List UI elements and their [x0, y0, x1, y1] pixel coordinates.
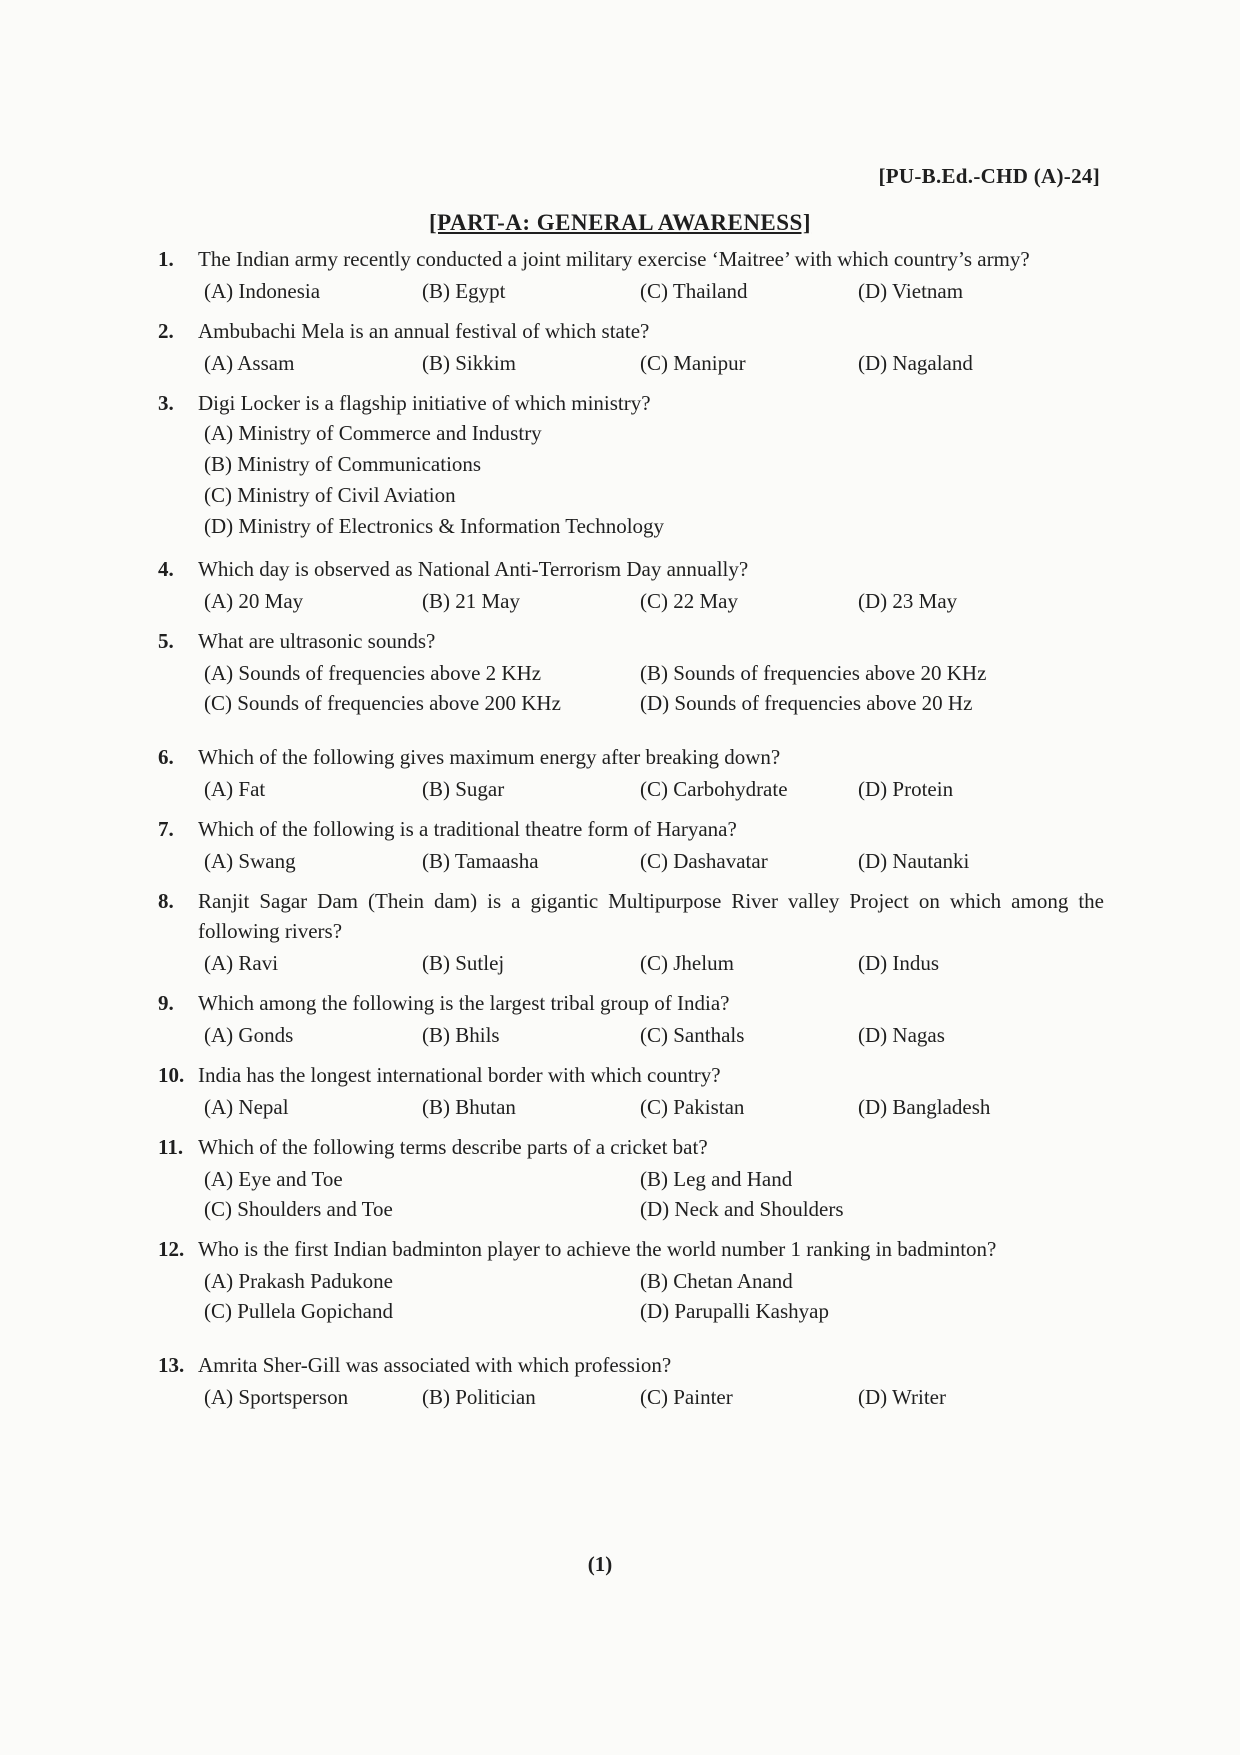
- option-d: (D) Ministry of Electronics & Information Technology: [204, 514, 665, 538]
- question-9: [158, 988, 1104, 1050]
- option-c: (C) Pakistan: [640, 1095, 745, 1119]
- options: [164, 846, 1104, 876]
- option-c: (C) Jhelum: [640, 951, 734, 975]
- option-c: (C) Pullela Gopichand: [204, 1299, 393, 1323]
- option-d: (D) Sounds of frequencies above 20 Hz: [640, 691, 973, 715]
- option-d: (D) Writer: [858, 1385, 946, 1409]
- option-b: (B) Sugar: [422, 777, 505, 801]
- option-c: (C) Painter: [640, 1385, 733, 1409]
- question-13: [158, 1350, 1104, 1412]
- option-b: (B) Bhils: [422, 1023, 500, 1047]
- option-d: (D) Indus: [858, 951, 940, 975]
- option-b: (B) Tamaasha: [422, 849, 539, 873]
- option-d: (D) Nagas: [858, 1023, 945, 1047]
- question-6: [158, 742, 1104, 804]
- option-a: (A) Prakash Padukone: [204, 1269, 393, 1293]
- question-text: Who is the first Indian badminton player to achieve the world number 1 ranking in badminton?: [198, 1237, 997, 1261]
- option-b: (B) Sutlej: [422, 951, 505, 975]
- options: [164, 948, 1104, 978]
- option-a: (A) Nepal: [204, 1095, 289, 1119]
- option-a: (A) Swang: [204, 849, 296, 873]
- option-d: (D) Nautanki: [858, 849, 970, 873]
- option-b: (B) Politician: [422, 1385, 536, 1409]
- option-d: (D) Parupalli Kashyap: [640, 1299, 829, 1323]
- question-10: [158, 1060, 1104, 1122]
- question-number: 3.: [158, 391, 174, 415]
- question-text: Digi Locker is a flagship initiative of which ministry?: [198, 391, 651, 415]
- question-text: India has the longest international border with which country?: [198, 1063, 721, 1087]
- question-text: Ranjit Sagar Dam (Thein dam) is a gigantic Multipurpose River valley Project on which among the following rivers?: [198, 889, 1104, 943]
- question-number: 12.: [158, 1237, 185, 1261]
- question-list: [158, 244, 1104, 1412]
- options: [164, 418, 1104, 542]
- question-number: 2.: [158, 319, 174, 343]
- options: [164, 658, 1104, 718]
- question-number: 13.: [158, 1353, 185, 1377]
- option-c: (C) Carbohydrate: [640, 777, 788, 801]
- options: [164, 1164, 1104, 1224]
- option-a: (A) 20 May: [204, 589, 304, 613]
- option-a: (A) Gonds: [204, 1023, 294, 1047]
- question-3: [158, 388, 1104, 542]
- page-number: (1): [587, 1552, 613, 1576]
- option-a: (A) Ravi: [204, 951, 279, 975]
- question-2: [158, 316, 1104, 378]
- options: [164, 1382, 1104, 1412]
- option-b: (B) Bhutan: [422, 1095, 516, 1119]
- option-c: (C) Shoulders and Toe: [204, 1197, 393, 1221]
- option-d: (D) Neck and Shoulders: [640, 1197, 844, 1221]
- question-text: What are ultrasonic sounds?: [198, 629, 436, 653]
- option-c: (C) Dashavatar: [640, 849, 768, 873]
- option-d: (D) Bangladesh: [858, 1095, 991, 1119]
- question-number: 6.: [158, 745, 174, 769]
- question-text: Which of the following terms describe parts of a cricket bat?: [198, 1135, 708, 1159]
- options: [164, 276, 1104, 306]
- question-number: 5.: [158, 629, 174, 653]
- question-number: 1.: [158, 247, 174, 271]
- option-a: (A) Fat: [204, 777, 266, 801]
- option-c: (C) 22 May: [640, 589, 738, 613]
- option-a: (A) Indonesia: [204, 279, 321, 303]
- option-c: (C) Thailand: [640, 279, 748, 303]
- option-d: (D) Protein: [858, 777, 954, 801]
- question-number: 7.: [158, 817, 174, 841]
- question-text: Which of the following gives maximum energy after breaking down?: [198, 745, 781, 769]
- option-a: (A) Sounds of frequencies above 2 KHz: [204, 661, 542, 685]
- option-a: (A) Eye and Toe: [204, 1167, 343, 1191]
- question-number: 8.: [158, 889, 174, 913]
- option-c: (C) Sounds of frequencies above 200 KHz: [204, 691, 561, 715]
- question-number: 10.: [158, 1063, 185, 1087]
- option-a: (A) Sportsperson: [204, 1385, 349, 1409]
- option-b: (B) Leg and Hand: [640, 1167, 793, 1191]
- options: [164, 348, 1104, 378]
- question-text: Amrita Sher-Gill was associated with which profession?: [198, 1353, 672, 1377]
- question-text: The Indian army recently conducted a joint military exercise ‘Maitree’ with which country’s army?: [198, 247, 1030, 271]
- question-text: Which of the following is a traditional theatre form of Haryana?: [198, 817, 737, 841]
- options: [164, 774, 1104, 804]
- option-b: (B) Ministry of Communications: [204, 452, 482, 476]
- question-1: [158, 244, 1104, 306]
- question-5: [158, 626, 1104, 718]
- option-b: (B) 21 May: [422, 589, 520, 613]
- option-a: (A) Ministry of Commerce and Industry: [204, 421, 542, 445]
- question-text: Which among the following is the largest tribal group of India?: [198, 991, 730, 1015]
- question-text: Ambubachi Mela is an annual festival of which state?: [198, 319, 650, 343]
- question-text: Which day is observed as National Anti-Terrorism Day annually?: [198, 557, 749, 581]
- option-d: (D) Nagaland: [858, 351, 973, 375]
- question-4: [158, 554, 1104, 616]
- question-7: [158, 814, 1104, 876]
- question-number: 11.: [158, 1135, 184, 1159]
- option-a: (A) Assam: [204, 351, 295, 375]
- paper-code: [PU-B.Ed.-CHD (A)-24]: [878, 164, 1100, 188]
- options: [164, 1020, 1104, 1050]
- option-c: (C) Santhals: [640, 1023, 745, 1047]
- question-number: 9.: [158, 991, 174, 1015]
- option-b: (B) Chetan Anand: [640, 1269, 793, 1293]
- option-c: (C) Manipur: [640, 351, 746, 375]
- section-title: [PART-A: GENERAL AWARENESS]: [428, 210, 812, 235]
- option-b: (B) Sounds of frequencies above 20 KHz: [640, 661, 987, 685]
- question-12: [158, 1234, 1104, 1326]
- question-11: [158, 1132, 1104, 1224]
- options: [164, 1092, 1104, 1122]
- option-b: (B) Sikkim: [422, 351, 516, 375]
- option-b: (B) Egypt: [422, 279, 506, 303]
- option-d: (D) 23 May: [858, 589, 958, 613]
- options: [164, 1266, 1104, 1326]
- question-8: [158, 886, 1104, 978]
- option-c: (C) Ministry of Civil Aviation: [204, 483, 456, 507]
- options: [164, 586, 1104, 616]
- option-d: (D) Vietnam: [858, 279, 964, 303]
- question-number: 4.: [158, 557, 174, 581]
